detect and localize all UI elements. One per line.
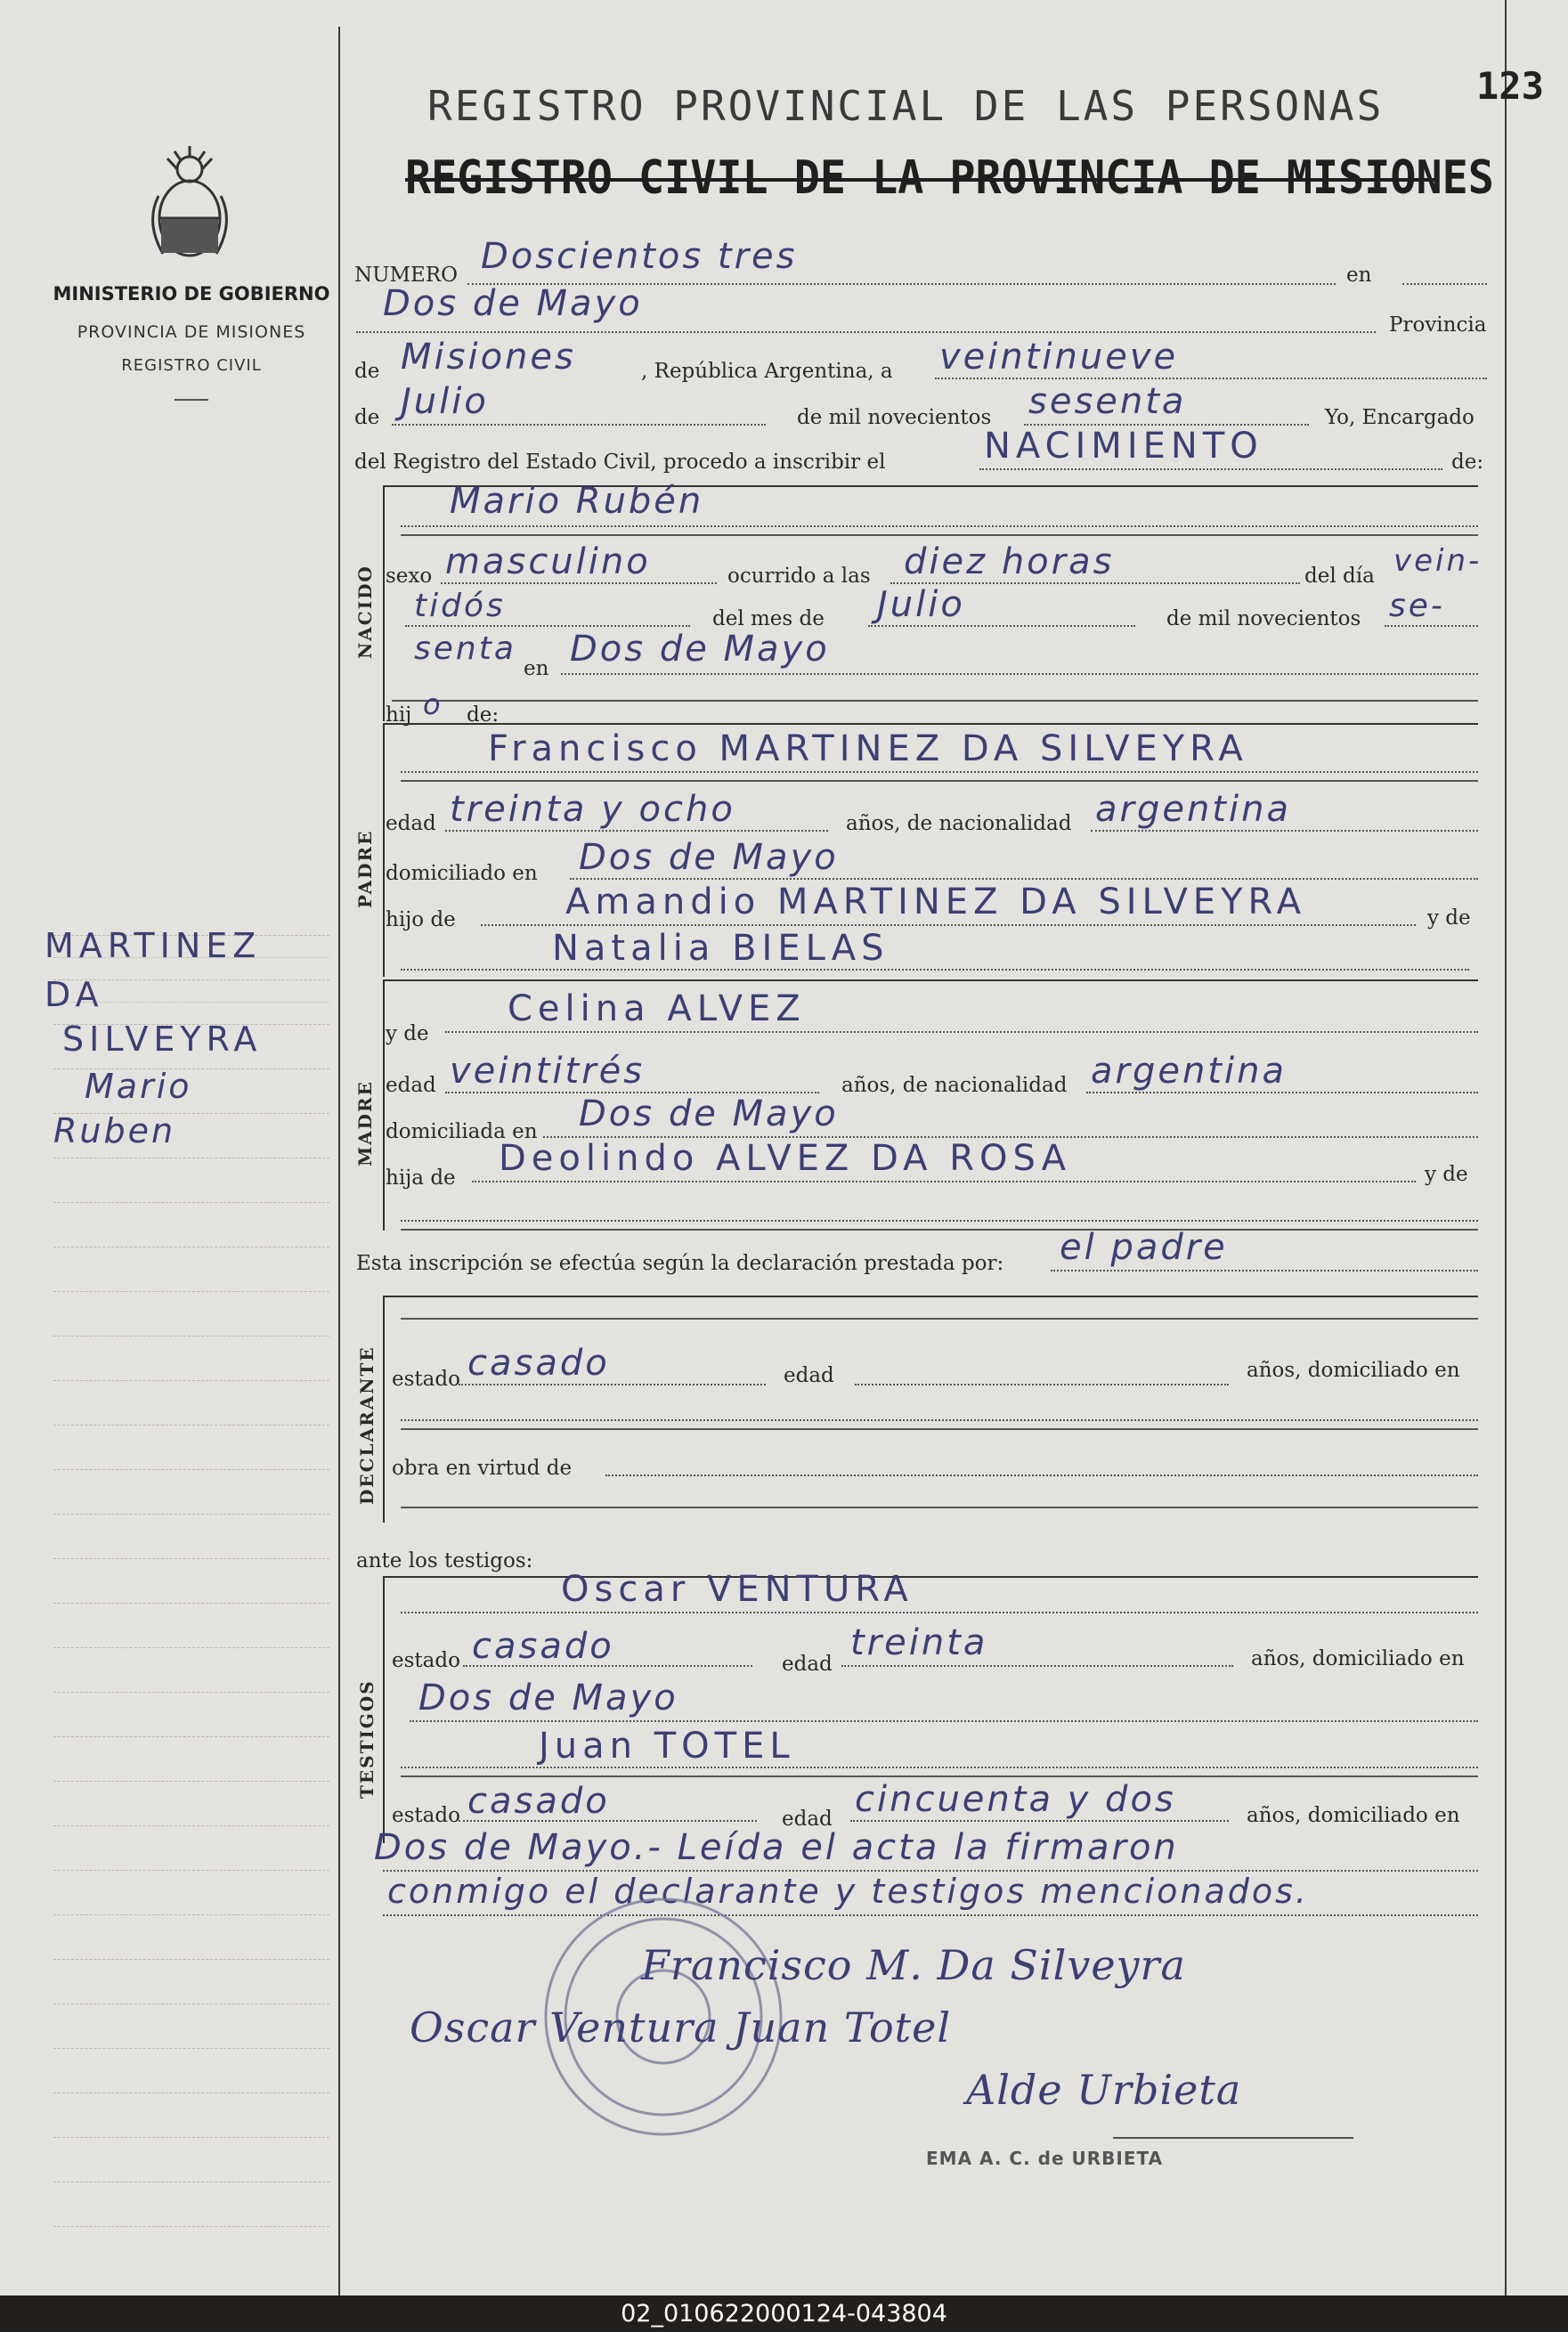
entry-lugar: Dos de Mayo <box>383 283 643 324</box>
entry-padre-dom: Dos de Mayo <box>579 837 839 878</box>
right-edge-line <box>1505 0 1507 2295</box>
section-top-declarante <box>383 1296 1478 1297</box>
label-anos-dom-3: años, domiciliado en <box>1247 1804 1460 1827</box>
label-edad-3: edad <box>784 1364 834 1387</box>
ministry-name: MINISTERIO DE GOBIERNO <box>53 283 330 305</box>
margin-note-surname-3: SILVEYRA <box>62 1020 263 1059</box>
entry-hijo-o: o <box>423 687 443 721</box>
label-de-2b: de: <box>467 703 500 727</box>
label-numero: NUMERO <box>354 264 459 287</box>
strike-line <box>405 178 1438 182</box>
label-anos-nac-2: años, de nacionalidad <box>841 1074 1068 1097</box>
margin-divider <box>338 27 340 2295</box>
bracket-testigos <box>383 1576 385 1843</box>
label-sexo: sexo <box>386 565 433 588</box>
section-top-testigos <box>383 1576 1478 1578</box>
label-estado: estado <box>392 1368 460 1391</box>
label-republica: , República Argentina, a <box>641 360 893 383</box>
bracket-madre <box>383 979 385 1231</box>
file-id-footer: 02_010622000124-043804 <box>621 2300 947 2328</box>
label-estado-2: estado <box>392 1649 460 1672</box>
entry-abuelo-materno: Deolindo ALVEZ DA ROSA <box>499 1138 1071 1179</box>
label-anos-nac: años, de nacionalidad <box>846 812 1072 835</box>
entry-sexo: masculino <box>445 541 651 582</box>
margin-note-name-1: Mario <box>85 1067 192 1106</box>
margin-note-surname-1: MARTINEZ <box>45 926 262 965</box>
label-anos-dom: años, domiciliado en <box>1247 1359 1460 1382</box>
section-label-declarante: DECLARANTE <box>356 1345 378 1505</box>
bracket-nacido <box>383 485 385 721</box>
label-edad-5: edad <box>782 1808 833 1831</box>
label-en: en <box>1346 264 1372 287</box>
label-y-de: y de <box>1427 906 1471 930</box>
margin-note-name-2: Ruben <box>53 1111 176 1150</box>
entry-lugar-nac: Dos de Mayo <box>570 629 830 670</box>
section-label-madre: MADRE <box>354 1080 376 1166</box>
entry-testigo2: Juan TOTEL <box>539 1726 795 1767</box>
section-top-padre <box>383 723 1478 725</box>
entry-declarante: el padre <box>1060 1227 1228 1268</box>
label-hija-de: hija de <box>386 1166 456 1190</box>
divider <box>175 399 208 401</box>
entry-testigo1: Oscar VENTURA <box>561 1569 914 1610</box>
entry-anio-nac-2: senta <box>414 630 516 667</box>
signature-testigos: Oscar Ventura Juan Totel <box>410 2003 952 2052</box>
entry-nombre: Mario Rubén <box>450 481 704 522</box>
label-de-mil-2: de mil novecientos <box>1166 607 1361 630</box>
entry-padre-nombre: Francisco MARTINEZ DA SILVEYRA <box>488 728 1248 769</box>
registry-title: REGISTRO PROVINCIAL DE LAS PERSONAS <box>427 82 1385 130</box>
label-estado-3: estado <box>392 1804 460 1827</box>
entry-testigo2-estado: casado <box>467 1781 610 1822</box>
label-domiciliada: domiciliada en <box>386 1120 538 1143</box>
label-declaracion: Esta inscripción se efectúa según la declaración prestada por: <box>356 1252 1004 1275</box>
entry-testigo1-edad: treinta <box>850 1622 988 1663</box>
entry-cierre-1: Dos de Mayo.- Leída el acta la firmaron <box>374 1827 1179 1868</box>
margin-note-surname-2: DA <box>45 975 104 1014</box>
label-provincia: Provincia <box>1389 313 1487 337</box>
label-del-registro: del Registro del Estado Civil, procedo a inscribir el <box>354 451 886 474</box>
entry-numero: Doscientos tres <box>481 236 798 277</box>
entry-dia: veintinueve <box>939 337 1179 378</box>
entry-abuelo-paterno: Amandio MARTINEZ DA SILVEYRA <box>565 882 1307 922</box>
argentina-coat-of-arms-icon <box>141 142 239 267</box>
entry-hora: diez horas <box>904 541 1115 582</box>
section-label-testigos: TESTIGOS <box>356 1679 378 1799</box>
label-yo-encargado: Yo, Encargado <box>1325 406 1475 429</box>
signature-padre: Francisco M. Da Silveyra <box>641 1941 1186 1989</box>
label-ocurrido: ocurrido a las <box>727 565 871 588</box>
label-de-colon: de: <box>1451 451 1484 474</box>
label-del-mes: del mes de <box>712 607 825 630</box>
entry-acto: NACIMIENTO <box>984 426 1263 467</box>
province-name: PROVINCIA DE MISIONES <box>77 322 306 342</box>
label-del-dia: del día <box>1304 565 1375 588</box>
label-hijo-de: hijo de <box>386 908 456 931</box>
entry-dia-nac-1: vein- <box>1393 543 1483 579</box>
section-top-madre <box>383 979 1478 981</box>
label-hij: hij <box>386 703 412 727</box>
entry-declarante-estado: casado <box>467 1343 610 1384</box>
entry-madre-dom: Dos de Mayo <box>579 1093 839 1134</box>
entry-padre-nac: argentina <box>1095 789 1291 830</box>
label-obra: obra en virtud de <box>392 1457 573 1480</box>
signature-stamp-label: EMA A. C. de URBIETA <box>926 2148 1164 2169</box>
entry-anio: sesenta <box>1028 381 1187 422</box>
struck-registry-title: REGISTRO CIVIL DE LA PROVINCIA DE MISIONES <box>405 151 1494 205</box>
entry-anio-nac-1: se- <box>1389 588 1445 624</box>
label-de-mil: de mil novecientos <box>797 406 992 429</box>
entry-madre-edad: veintitrés <box>450 1051 646 1092</box>
label-edad-4: edad <box>782 1653 833 1676</box>
entry-cierre-2: conmigo el declarante y testigos mencionados. <box>387 1872 1309 1911</box>
label-domiciliado: domiciliado en <box>386 862 538 885</box>
label-anos-dom-2: años, domiciliado en <box>1251 1647 1465 1670</box>
page-number: 123 <box>1476 64 1544 108</box>
label-y-de-2: y de <box>386 1022 429 1045</box>
entry-testigo1-estado: casado <box>472 1626 614 1667</box>
section-label-nacido: NACIDO <box>354 565 376 659</box>
label-en-2: en <box>524 657 549 680</box>
bracket-padre <box>383 723 385 977</box>
label-de-2: de <box>354 406 380 429</box>
entry-madre-nombre: Celina ALVEZ <box>508 988 806 1029</box>
label-edad: edad <box>386 812 436 835</box>
entry-mes: Julio <box>401 381 489 422</box>
label-y-de-3: y de <box>1425 1163 1468 1186</box>
entry-madre-nac: argentina <box>1091 1051 1287 1092</box>
signature-encargado: Alde Urbieta <box>966 2066 1242 2114</box>
entry-dia-nac-2: tidós <box>414 588 506 624</box>
bracket-declarante <box>383 1296 385 1523</box>
section-label-padre: PADRE <box>354 829 376 908</box>
entry-padre-edad: treinta y ocho <box>450 789 735 830</box>
label-ante-testigos: ante los testigos: <box>356 1549 533 1572</box>
entry-abuela-paterna: Natalia BIELAS <box>552 928 890 969</box>
entry-testigo1-dom: Dos de Mayo <box>418 1678 678 1719</box>
label-edad-2: edad <box>386 1074 436 1097</box>
entry-provincia: Misiones <box>401 337 576 378</box>
office-name: REGISTRO CIVIL <box>121 356 262 375</box>
entry-mes-nac: Julio <box>877 584 965 625</box>
entry-testigo2-edad: cincuenta y dos <box>855 1779 1176 1820</box>
label-de: de <box>354 360 380 383</box>
